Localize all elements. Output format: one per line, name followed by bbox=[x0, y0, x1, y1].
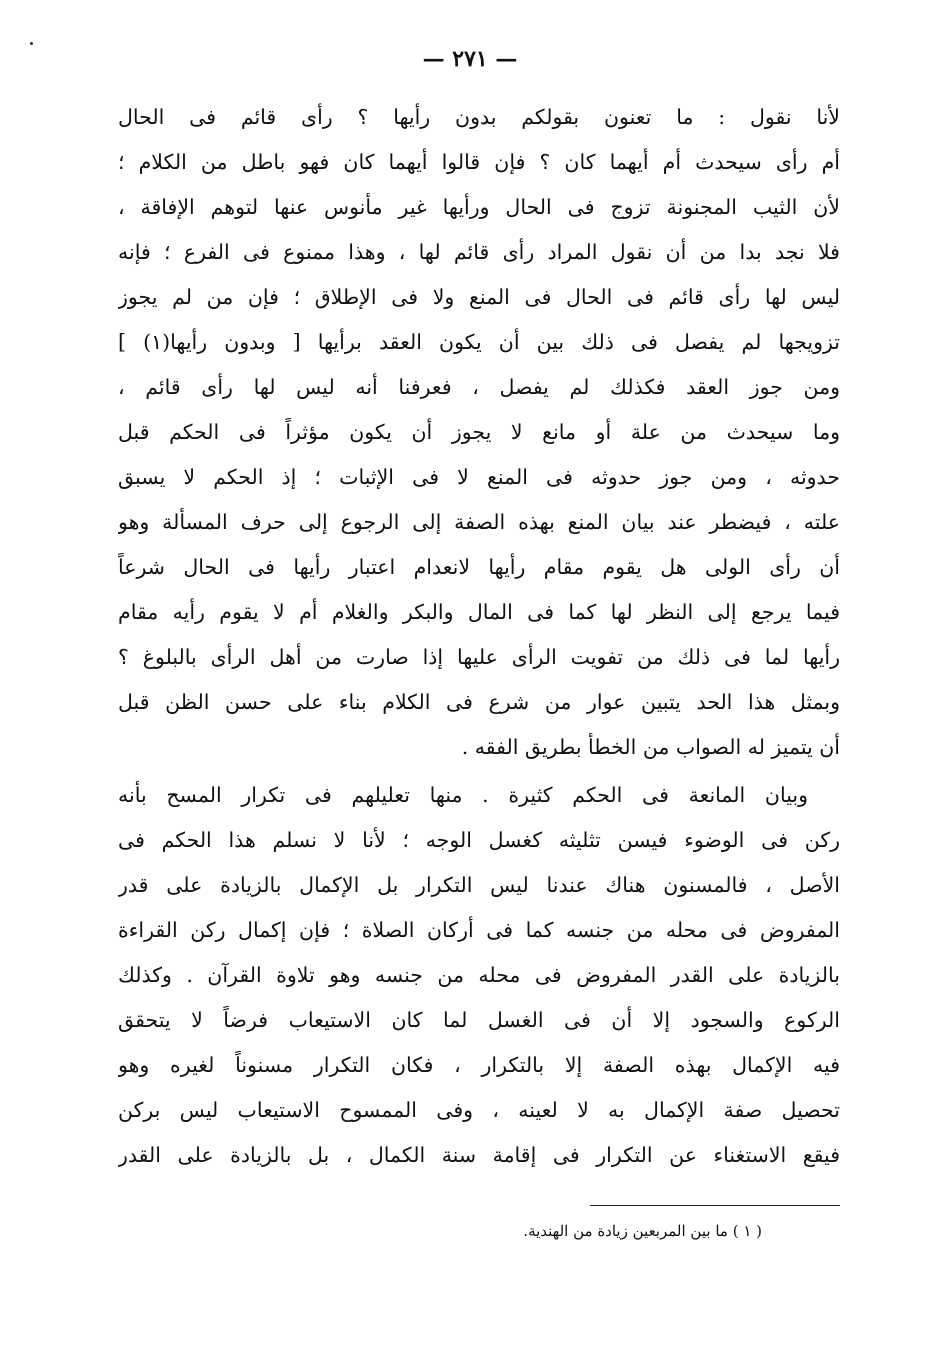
text-line: لأنا نقول : ما تعنون بقولكم بدون رأيها ؟ رأى قائم فى الحال bbox=[118, 105, 840, 129]
text-line: فيه الإكمال بهذه الصفة إلا بالتكرار ، فكان التكرار مسنوناً لغيره وهو bbox=[118, 1053, 840, 1077]
text-line: المفروض فى محله من جنسه كما فى أركان الصلاة ؛ فإن إكمال ركن القراءة bbox=[118, 918, 840, 942]
text-line: تحصيل صفة الإكمال به لا لعينه ، وفى الممسوح الاستيعاب ليس بركن bbox=[118, 1098, 840, 1122]
text-line: رأيها لما فى ذلك من تفويت الرأى عليها إذا صارت من أهل الرأى بالبلوغ ؟ bbox=[118, 645, 840, 669]
text-line: ومن جوز العقد فكذلك لم يفصل ، فعرفنا أنه ليس لها رأى قائم ، bbox=[118, 375, 840, 399]
text-line: حدوثه ، ومن جوز حدوثه فى المنع لا فى الإثبات ؛ إذ الحكم لا يسبق bbox=[118, 465, 840, 489]
text-line: بالزيادة على القدر المفروض فى محله من جنسه وهو تلاوة القرآن . وكذلك bbox=[118, 963, 840, 987]
text-line: فلا نجد بدا من أن نقول المراد رأى قائم لها ، وهذا ممنوع فى الفرع ؛ فإنه bbox=[118, 240, 840, 264]
text-line: الأصل ، فالمسنون هناك عندنا ليس التكرار بل الإكمال بالزيادة على قدر bbox=[118, 873, 840, 897]
page-number: — ٢٧١ — bbox=[422, 46, 518, 72]
text-line: علته ، فيضطر عند بيان المنع بهذه الصفة إلى الرجوع إلى حرف المسألة وهو bbox=[118, 510, 840, 534]
text-line: الركوع والسجود إلا أن فى الغسل لما كان الاستيعاب فرضاً لا يتحقق bbox=[118, 1008, 840, 1032]
footnote-separator bbox=[590, 1205, 840, 1206]
text-line: فيقع الاستغناء عن التكرار فى إقامة سنة الكمال ، بل بالزيادة على القدر bbox=[118, 1143, 840, 1167]
text-line: وما سيحدث من علة أو مانع لا يجوز أن يكون مؤثراً فى الحكم قبل bbox=[118, 420, 840, 444]
text-line: ليس لها رأى قائم فى الحال فى المنع ولا فى الإطلاق ؛ فإن من لم يجوز bbox=[118, 285, 840, 309]
text-line: لأن الثيب المجنونة تزوج فى الحال ورأيها غير مأنوس عنها لتوهم الإفاقة ، bbox=[118, 195, 840, 219]
text-line: أم رأى سيحدث أم أيهما كان ؟ فإن قالوا أيهما كان فهو باطل من الكلام ؛ bbox=[118, 150, 840, 174]
text-line: أن رأى الولى هل يقوم مقام رأيها لانعدام اعتبار رأيها فى الحال شرعاً bbox=[118, 555, 840, 579]
text-line: ركن فى الوضوء فيسن تثليثه كغسل الوجه ؛ لأنا لا نسلم هذا الحكم فى bbox=[118, 828, 840, 852]
text-line: وبيان المانعة فى الحكم كثيرة . منها تعليلهم فى تكرار المسح بأنه bbox=[118, 783, 808, 807]
footnote: ( ١ ) ما بين المربعين زيادة من الهندية. bbox=[523, 1222, 762, 1240]
text-line: فيما يرجع إلى النظر لها كما فى المال والبكر والغلام أم لا يقوم رأيه مقام bbox=[118, 600, 840, 624]
text-line: وبمثل هذا الحد يتبين عوار من شرع فى الكلام بناء على حسن الظن قبل bbox=[118, 690, 840, 714]
text-line: أن يتميز له الصواب من الخطأ بطريق الفقه . bbox=[461, 735, 840, 759]
scan-speck bbox=[30, 42, 33, 45]
text-line: تزويجها لم يفصل فى ذلك بين أن يكون العقد برأيها [ وبدون رأيها(١) ] bbox=[118, 330, 840, 354]
